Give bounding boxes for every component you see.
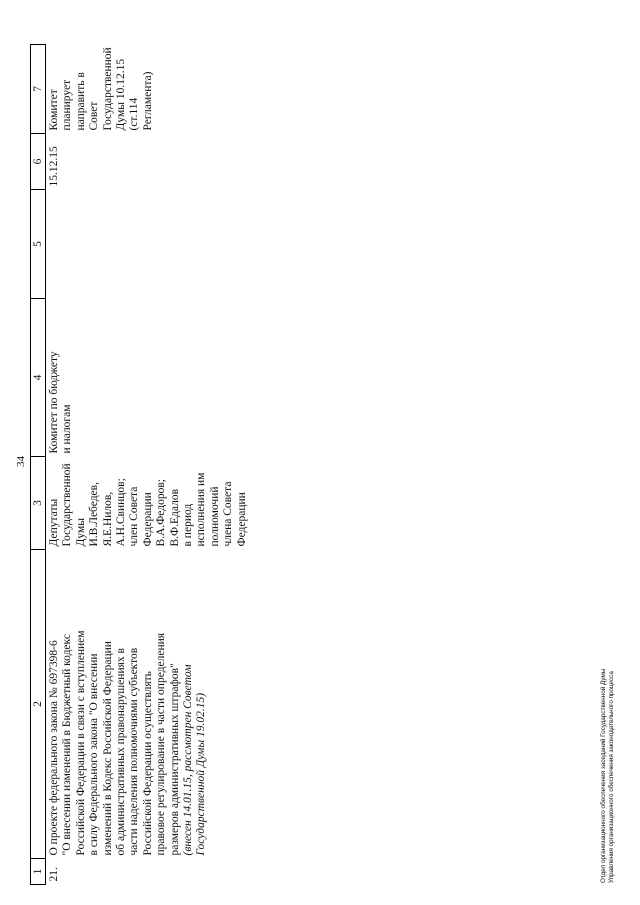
column-header: 3: [31, 457, 46, 550]
note-line: (ст.114 Регламента): [128, 71, 154, 131]
bill-status-line: (внесен 14.01.15, рассмотрен Советом: [182, 664, 195, 856]
author-line: Федерации: [141, 492, 154, 547]
committee: [46, 299, 250, 457]
note-cell: [46, 44, 250, 133]
author-line: В.Ф.Едалов: [168, 488, 181, 547]
column-5-cell: [46, 190, 250, 299]
bill-line: правовое регулирование в части определения: [155, 632, 168, 856]
bill-line: Российской Федерации в связи с вступлением: [74, 630, 87, 856]
column-header: 4: [31, 299, 46, 457]
footer-line: Управления организационного обеспечения законодательного процесса: [608, 671, 615, 883]
column-header: 2: [31, 550, 46, 859]
bill-line: Российской Федерации осуществлять: [141, 671, 154, 856]
bill-title: [46, 550, 250, 859]
author-line: члена Совета: [222, 481, 235, 547]
column-header: 1: [31, 859, 46, 885]
note-line: Государственной: [101, 47, 114, 131]
footer: [600, 669, 616, 883]
bill-status-line: Государственной Думы 19.02.15): [195, 692, 208, 856]
bill-line: размеров административных штрафов": [168, 663, 181, 856]
note-line: Думы 10.12.15: [115, 58, 128, 131]
committee-line: и налогам: [61, 404, 74, 454]
bill-line: "О внесении изменений в Бюджетный кодекс: [61, 634, 74, 856]
note-line: направить в Совет: [74, 72, 101, 131]
author-line: полномочий: [208, 486, 221, 547]
column-header: 5: [31, 190, 46, 299]
committee-line: Комитет по бюджету: [48, 351, 60, 454]
author-line: А.Н.Свинцов;: [115, 478, 128, 547]
bill-line: изменений в Кодекс Российской Федерации: [101, 641, 114, 856]
author-line: И.В.Лебедев,: [88, 482, 101, 547]
table-row: [46, 44, 250, 884]
row-number: 21.: [48, 867, 60, 882]
column-header: 7: [31, 44, 46, 133]
bill-authors: [46, 457, 250, 550]
author-line: член Совета: [128, 486, 141, 547]
author-line: Думы: [74, 518, 87, 547]
author-line: Я.Е.Нилов,: [101, 491, 114, 547]
note-line: Комитет планирует: [48, 79, 74, 131]
author-line: В.А.Федоров;: [155, 479, 168, 547]
author-line: в период: [182, 503, 195, 547]
author-line: Федерации: [235, 492, 248, 547]
bills-table: [30, 44, 249, 885]
column-number-row: [31, 44, 46, 884]
bill-line: в силу Федерального закона "О внесении: [88, 653, 101, 856]
bill-line: О проекте федерального закона № 697398-6: [48, 640, 60, 856]
author-line: исполнения им: [195, 472, 208, 547]
bill-line: об административных правонарушениях в: [115, 648, 128, 856]
bill-line: части наделения полномочиями субъектов: [128, 647, 141, 856]
author-line: Государственной: [61, 463, 74, 547]
date-cell: 15.12.15: [48, 146, 60, 187]
author-line: Депутаты: [48, 498, 60, 547]
footer-line: Отдел организационного обеспечения заседаний Государственной Думы: [600, 668, 607, 883]
column-header: 6: [31, 134, 46, 190]
page-number: 34: [15, 456, 27, 467]
